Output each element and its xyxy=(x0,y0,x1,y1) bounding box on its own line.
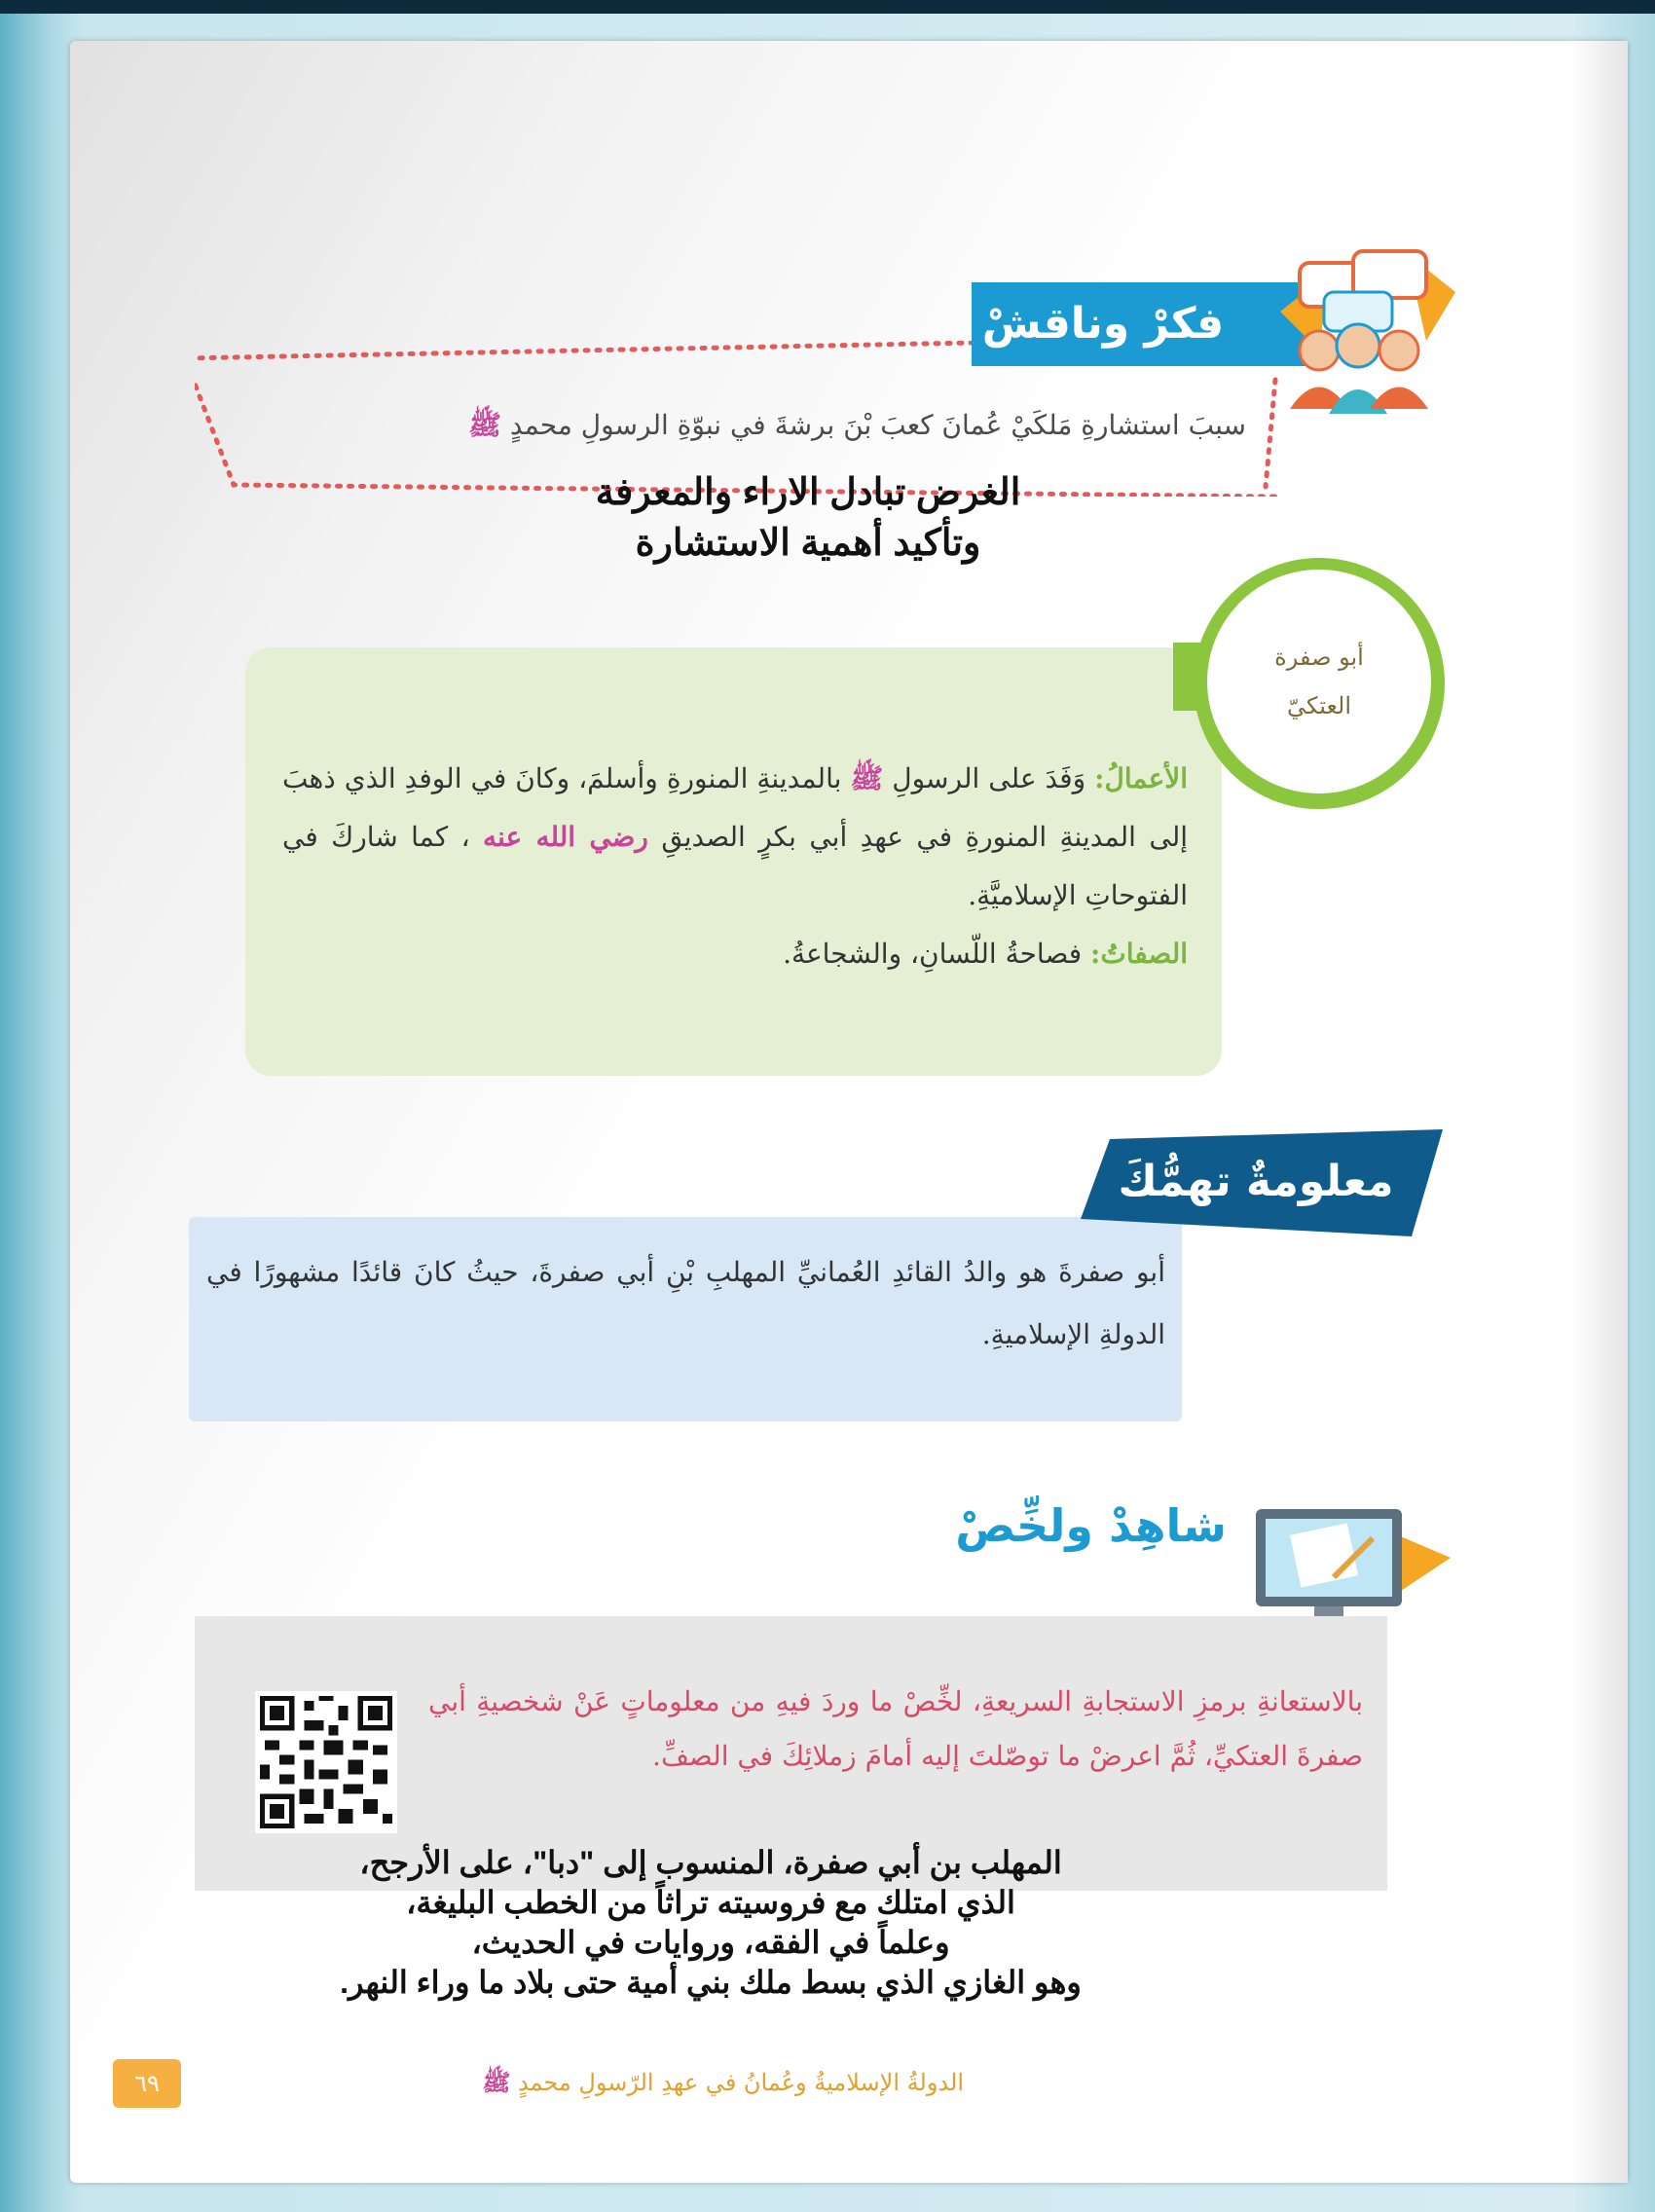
answer-line-2: وتأكيد أهمية الاستشارة xyxy=(635,523,981,564)
works-label: الأعمالُ: xyxy=(1094,762,1189,794)
answer-line-1: الغرض تبادل الاراء والمعرفة xyxy=(595,472,1021,513)
page-edge xyxy=(1569,41,1628,2183)
ra-glyph: رضي الله عنه xyxy=(483,821,648,853)
pbuh-glyph: ﷺ xyxy=(482,2068,511,2096)
think-discuss-title: فكرْ وناقشْ xyxy=(972,282,1322,366)
page-number: ٦٩ xyxy=(113,2059,181,2108)
overlay-answer xyxy=(146,1843,1275,2003)
watch-instructions: بالاستعانةِ برمزِ الاستجابةِ السريعةِ، لخِّصْ ما وردَ فيهِ من معلوماتٍ عَنْ شخصيةِ أبي صفرةَ العتكيِّ، ثُمَّ اعرضْ ما توصّلتَ إليه أمامَ زملائِكَ في الصفِّ. xyxy=(428,1685,1363,1772)
profile-text xyxy=(282,750,1188,983)
overlay-line-3: وعلماً في الفقه، وروايات في الحديث، xyxy=(471,1925,950,1960)
overlay-line-1: المهلب بن أبي صفرة، المنسوب إلى "دبا"، على الأرجح، xyxy=(359,1845,1062,1880)
discussion-people-icon xyxy=(1261,234,1455,428)
works-text-1: وَفَدَ على الرسولِ xyxy=(892,762,1086,794)
profile-name-badge xyxy=(1207,570,1431,793)
profile-name-line-1: أبو صفرة xyxy=(1274,644,1364,671)
think-question xyxy=(234,409,1246,448)
works-text-2: بالمدينةِ المنورةِ وأسلمَ، وكانَ في الوفدِ الذي ذهبَ إلى المدينةِ المنورةِ في عهدِ أبي بكرٍ الصديقِ xyxy=(282,762,1189,853)
traits-text: فصاحةُ اللّسانِ، والشجاعةُ. xyxy=(783,938,1083,970)
profile-name-line-2: العتكيّ xyxy=(1286,692,1352,719)
handwritten-answer xyxy=(487,467,1129,569)
info-title: معلومةٌ تهمُّكَ xyxy=(1118,1157,1394,1206)
traits-label: الصفاتُ: xyxy=(1090,938,1188,970)
works-text-3: ، كما شاركَ في الفتوحاتِ الإسلاميَّةِ. xyxy=(282,821,1188,911)
watch-summarize-title: شاهِدْ ولخِّصْ xyxy=(955,1499,1227,1552)
overlay-line-4: وهو الغازي الذي بسط ملك بني أمية حتى بلاد ما وراء النهر. xyxy=(340,1965,1082,2000)
footer-title xyxy=(204,2068,964,2102)
think-question-text: سببَ استشارةِ مَلكَيْ عُمانَ كعبَ بْنَ برشةَ في نبوّةِ الرسولِ محمدٍ xyxy=(509,409,1246,441)
info-text: أبو صفرةَ هو والدُ القائدِ العُمانيِّ المهلبِ بْنِ أبي صفرةَ، حيثُ كانَ قائدًا مشهورًا في الدولةِ الإسلاميةِ. xyxy=(206,1256,1165,1350)
overlay-line-2: الذي امتلك مع فروسيته تراثاً من الخطب البليغة، xyxy=(406,1885,1015,1920)
pbuh-glyph: ﷺ xyxy=(850,762,884,794)
footer-title-text: الدولةُ الإسلاميةُ وعُمانُ في عهدِ الرّسولِ محمدٍ xyxy=(517,2069,964,2096)
qr-code[interactable] xyxy=(255,1691,397,1833)
pbuh-glyph: ﷺ xyxy=(468,409,501,441)
